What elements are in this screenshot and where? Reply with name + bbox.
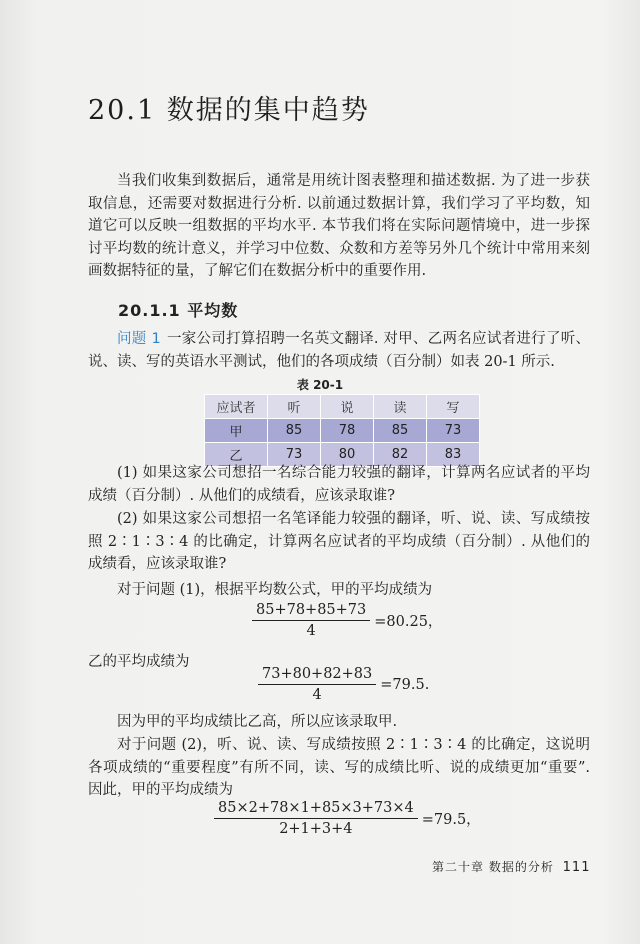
answer-1-intro: 对于问题 (1)，根据平均数公式，甲的平均成绩为: [117, 582, 433, 598]
formula-yi-mean: [258, 666, 429, 703]
table-header-cell: 说: [321, 395, 374, 419]
page-footer: [432, 858, 590, 875]
table-cell: 乙: [205, 443, 268, 467]
conclusion-1: 因为甲的平均成绩比乙高，所以应该录取甲.: [117, 714, 398, 730]
table-cell: 85: [268, 419, 321, 443]
fraction-denominator: 4: [306, 623, 316, 639]
table-cell: 83: [427, 443, 480, 467]
table-header-cell: 听: [268, 395, 321, 419]
table-header-cell: 应试者: [205, 395, 268, 419]
scores-table: [204, 394, 480, 467]
formula-result: =79.5，: [421, 812, 481, 828]
table-cell: 甲: [205, 419, 268, 443]
question-2: (2) 如果这家公司想招一名笔译能力较强的翻译，听、说、读、写成绩按照 2∶1∶3∶4 的比确定，计算两名应试者的平均成绩（百分制）. 从他们的成绩看，应该录取谁?: [88, 511, 590, 572]
fraction: [214, 800, 418, 837]
formula-jia-mean: [252, 602, 442, 639]
table-header-cell: 读: [374, 395, 427, 419]
answer-2-text: 对于问题 (2)，听、说、读、写成绩按照 2∶1∶3∶4 的比确定，这说明各项成绩的“重要程度”有所不同，读、写的成绩比听、说的成绩更加“重要”. 因此，甲的平均成绩为: [88, 737, 590, 798]
formula-result: =80.25，: [374, 614, 443, 630]
formula-result: =79.5.: [380, 676, 430, 693]
fraction-numerator: 85+78+85+73: [252, 602, 370, 621]
table-cell: 73: [427, 419, 480, 443]
table-header-cell: 写: [427, 395, 480, 419]
problem-paragraph: [88, 328, 590, 373]
fraction: [258, 666, 376, 703]
problem-label: 问题 1: [117, 331, 161, 347]
page-number: 111: [562, 860, 591, 875]
subsection-title: 20.1.1 平均数: [118, 301, 239, 320]
table-cell: 73: [268, 443, 321, 467]
table-caption: 表 20-1: [296, 378, 344, 392]
table-cell: 85: [374, 419, 427, 443]
table-header-row: [205, 395, 480, 419]
section-title: 20.1 数据的集中趋势: [88, 95, 370, 126]
table-row: [205, 419, 480, 443]
fraction-denominator: 4: [312, 687, 322, 703]
question-1: (1) 如果这家公司想招一名综合能力较强的翻译，计算两名应试者的平均成绩（百分制）. 从他们的成绩看，应该录取谁?: [88, 465, 590, 504]
answer-1-yi-label: 乙的平均成绩为: [88, 654, 190, 670]
intro-paragraph: 当我们收集到数据后，通常是用统计图表整理和描述数据. 为了进一步获取信息，还需要对数据进行分析. 以前通过数据计算，我们学习了平均数，知道它可以反映一组数据的平均水平. 本节我们将在实际问题情境中，进一步探讨平均数的统计意义，并学习中位数、众数和方差等另外几个统计中常用来刻画数据特征的量，了解它们在数据分析中的重要作用.: [88, 173, 590, 279]
footer-chapter: 第二十章 数据的分析: [432, 860, 554, 874]
formula-jia-weighted-mean: [214, 800, 481, 837]
fraction-denominator: 2+1+3+4: [279, 821, 353, 837]
table-cell: 78: [321, 419, 374, 443]
problem-text: 一家公司打算招聘一名英文翻译. 对甲、乙两名应试者进行了听、说、读、写的英语水平测试，他们的各项成绩（百分制）如表 20-1 所示.: [88, 331, 591, 370]
table-cell: 80: [321, 443, 374, 467]
fraction: [252, 602, 370, 639]
table-cell: 82: [374, 443, 427, 467]
fraction-numerator: 73+80+82+83: [258, 666, 376, 685]
fraction-numerator: 85×2+78×1+85×3+73×4: [214, 800, 418, 819]
